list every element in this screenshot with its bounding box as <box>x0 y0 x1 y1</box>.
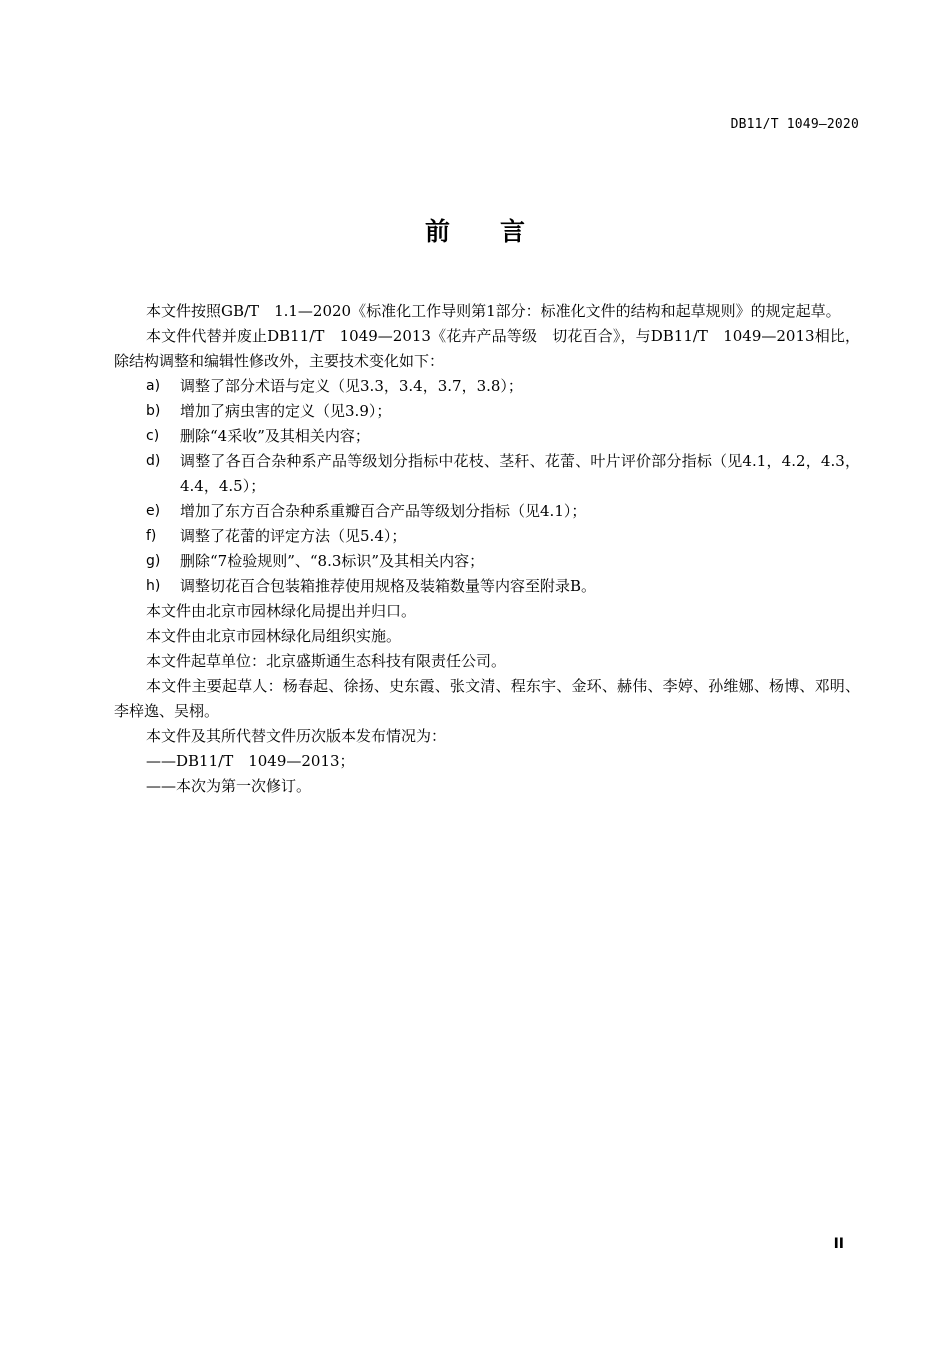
list-item <box>114 499 860 524</box>
list-text: 调整了各百合杂种系产品等级划分指标中花枝、茎秆、花蕾、叶片评价部分指标（见4.1，4.2，4.3，4.4，4.5）； <box>180 452 860 495</box>
list-item <box>114 524 860 549</box>
list-text: 增加了东方百合杂种系重瓣百合产品等级划分指标（见4.1）； <box>180 502 587 520</box>
list-text: 删除“4采收”及其相关内容； <box>180 427 370 445</box>
list-item <box>114 574 860 599</box>
page-title: 前言 <box>424 217 575 246</box>
list-marker: c) <box>146 428 160 444</box>
page-number: II <box>833 1236 844 1252</box>
list-marker: g) <box>146 553 161 569</box>
list-item <box>114 399 860 424</box>
statement-paragraph: 本文件起草单位：北京盛斯通生态科技有限责任公司。 <box>146 652 507 670</box>
intro-paragraph: 本文件代替并废止DB11/T 1049—2013《花卉产品等级 切花百合》，与DB11/T 1049—2013相比，除结构调整和编辑性修改外，主要技术变化如下： <box>114 327 860 370</box>
list-item <box>114 374 860 399</box>
document-body <box>114 299 860 799</box>
list-marker: f) <box>146 528 157 544</box>
list-item <box>114 449 860 499</box>
list-text: 调整了部分术语与定义（见3.3，3.4，3.7，3.8）； <box>180 377 523 395</box>
list-marker: a) <box>146 378 161 394</box>
list-text: 增加了病虫害的定义（见3.9）； <box>180 402 392 420</box>
statement-paragraph: 本文件由北京市园林绿化局提出并归口。 <box>146 602 417 620</box>
list-marker: e) <box>146 503 161 519</box>
intro-paragraph: 本文件按照GB/T 1.1—2020《标准化工作导则第1部分：标准化文件的结构和起草规则》的规定起草。 <box>146 302 841 320</box>
document-code: DB11/T 1049—2020 <box>730 117 859 132</box>
list-item <box>114 549 860 574</box>
list-text: 调整了花蕾的评定方法（见5.4）； <box>180 527 407 545</box>
statement-paragraph: 本文件由北京市园林绿化局组织实施。 <box>146 627 402 645</box>
history-item: ——本次为第一次修订。 <box>146 777 312 795</box>
list-text: 调整切花百合包装箱推荐使用规格及装箱数量等内容至附录B。 <box>180 577 597 595</box>
list-marker: h) <box>146 578 161 594</box>
list-marker: b) <box>146 403 161 419</box>
list-text: 删除“7检验规则”、“8.3标识”及其相关内容； <box>180 552 485 570</box>
list-marker: d) <box>146 453 161 469</box>
statement-paragraph: 本文件及其所代替文件历次版本发布情况为： <box>146 727 447 745</box>
history-item: ——DB11/T 1049—2013； <box>146 752 355 770</box>
list-item <box>114 424 860 449</box>
statement-paragraph: 本文件主要起草人：杨春起、徐扬、史东霞、张文清、程东宇、金环、赫伟、李婷、孙维娜、杨博、邓明、李梓逸、吴栩。 <box>114 677 860 720</box>
